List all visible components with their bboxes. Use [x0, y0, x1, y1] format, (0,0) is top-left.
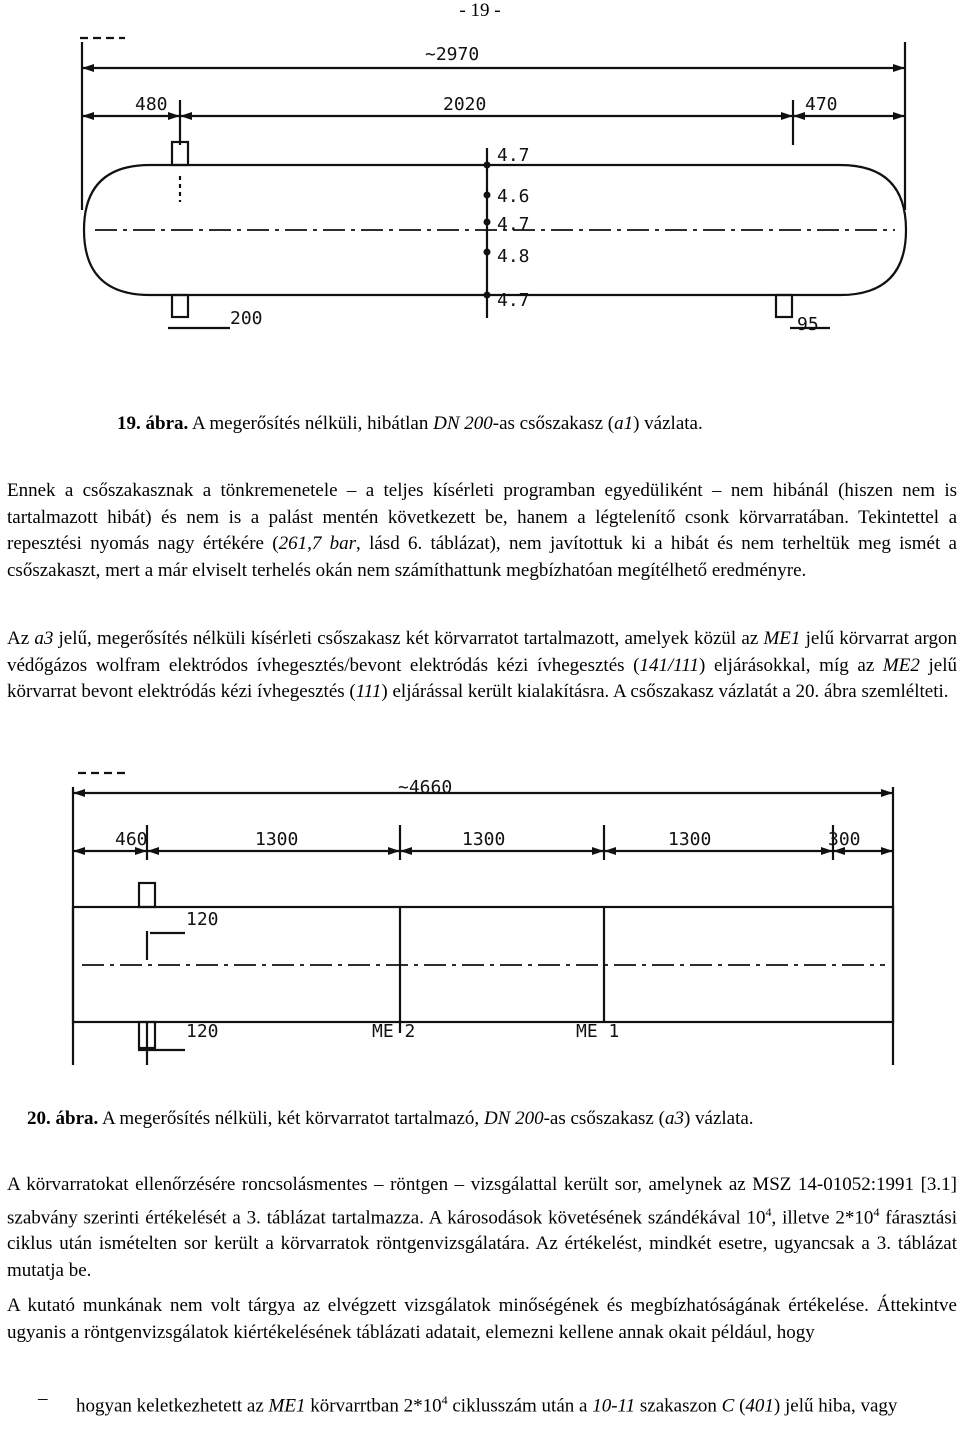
dim-d1: 460 — [115, 829, 148, 850]
thickness-5: 4.7 — [497, 290, 530, 311]
bullet-item-1: hogyan keletkezhetett az ME1 körvarrtban $2*10^4$ ciklusszám után a 10-11 szakaszon C (401) jelű hiba, vagy — [76, 1393, 898, 1417]
weld-me1-label: ME 1 — [576, 1021, 620, 1042]
thickness-3: 4.7 — [497, 214, 530, 235]
figure-20-caption: 20. ábra. A megerősítés nélküli, két körvarratot tartalmazó, DN 200-as csőszakasz (a3) vázlata. — [27, 1108, 754, 1129]
thickness-2: 4.6 — [497, 186, 530, 207]
bullet-dash: – — [38, 1388, 48, 1409]
dim-overall-2: ~4660 — [398, 777, 453, 798]
paragraph-2: Az a3 jelű, megerősítés nélküli kísérleti csőszakasz két körvarratot tartalmazott, amelyek közül az ME1 jelű körvarrat argon védőgázos wolfram elektródos ívhegesztés/bevont elektródás kézi ívhegesztés (141/111) eljárásokkal, míg az ME2 jelű körvarrat bevont elektródás kézi ívhegesztés (111) eljárással került kialakításra. A csőszakasz vázlatát a 20. ábra szemlélteti. — [7, 628, 957, 702]
dim-d3: 1300 — [462, 829, 506, 850]
thickness-1: 4.7 — [497, 145, 530, 166]
page-number: - 19 - — [459, 0, 501, 21]
figure-20-sketch — [0, 765, 960, 1085]
dim-nozzle-right: 95 — [797, 314, 819, 335]
figure-19-caption: 19. ábra. A megerősítés nélküli, hibátlan DN 200-as csőszakasz (a1) vázlata. — [117, 413, 703, 434]
dim-overall: ~2970 — [425, 44, 480, 65]
dim-nozzle-bottom: 120 — [186, 1021, 219, 1042]
dim-middle: 2020 — [443, 94, 487, 115]
dim-nozzle-top: 120 — [186, 909, 219, 930]
weld-me2-label: ME 2 — [372, 1021, 416, 1042]
thickness-4: 4.8 — [497, 246, 530, 267]
dim-left-end: 480 — [135, 94, 168, 115]
figure-19-sketch — [0, 30, 960, 370]
paragraph-4: A kutató munkának nem volt tárgya az elvégzett vizsgálatok minőségének és megbízhatóságának értékelése. Áttekintve ugyanis a röntgenvizsgálatok kiértékelésének táblázati adatait, elemezni kellene annak okait például, hogy — [7, 1295, 957, 1343]
dim-right-end: 470 — [805, 94, 838, 115]
dim-nozzle-left: 200 — [230, 308, 263, 329]
dim-d2: 1300 — [255, 829, 299, 850]
paragraph-1: Ennek a csőszakasznak a tönkremenetele – a teljes kísérleti programban egyedüliként – nem hibánál (hiszen nem is tartalmazott hibát) és nem is a palást mentén következett be, hanem a légtelenítő csonk körvarratában. Tekintettel a repesztési nyomás nagy értékére (261,7 bar, lásd 6. táblázat), nem javítottuk ki a hibát és nem terheltük meg ismét a csőszakaszt, mert a már elviselt terhelés okán nem számíthattunk megbízhatóan megítélhető eredményre. — [7, 480, 957, 581]
paragraph-3: A körvarratokat ellenőrzésére roncsolásmentes – röntgen – vizsgálattal került sor, amelynek az MSZ 14-01052:1991 [3.1] szabvány szerinti értékelését a 3. táblázat tartalmazza. A károsodások követésének szándékával $10^4$, illetve $2*10^4$ fárasztási ciklus után ismételten sor került a körvarratok röntgenvizsgálatára. Az értékelést, mindkét esetre, ugyancsak a 3. táblázat mutatja be. — [7, 1174, 958, 1281]
dim-d4: 1300 — [668, 829, 712, 850]
dim-d5: 300 — [828, 829, 861, 850]
